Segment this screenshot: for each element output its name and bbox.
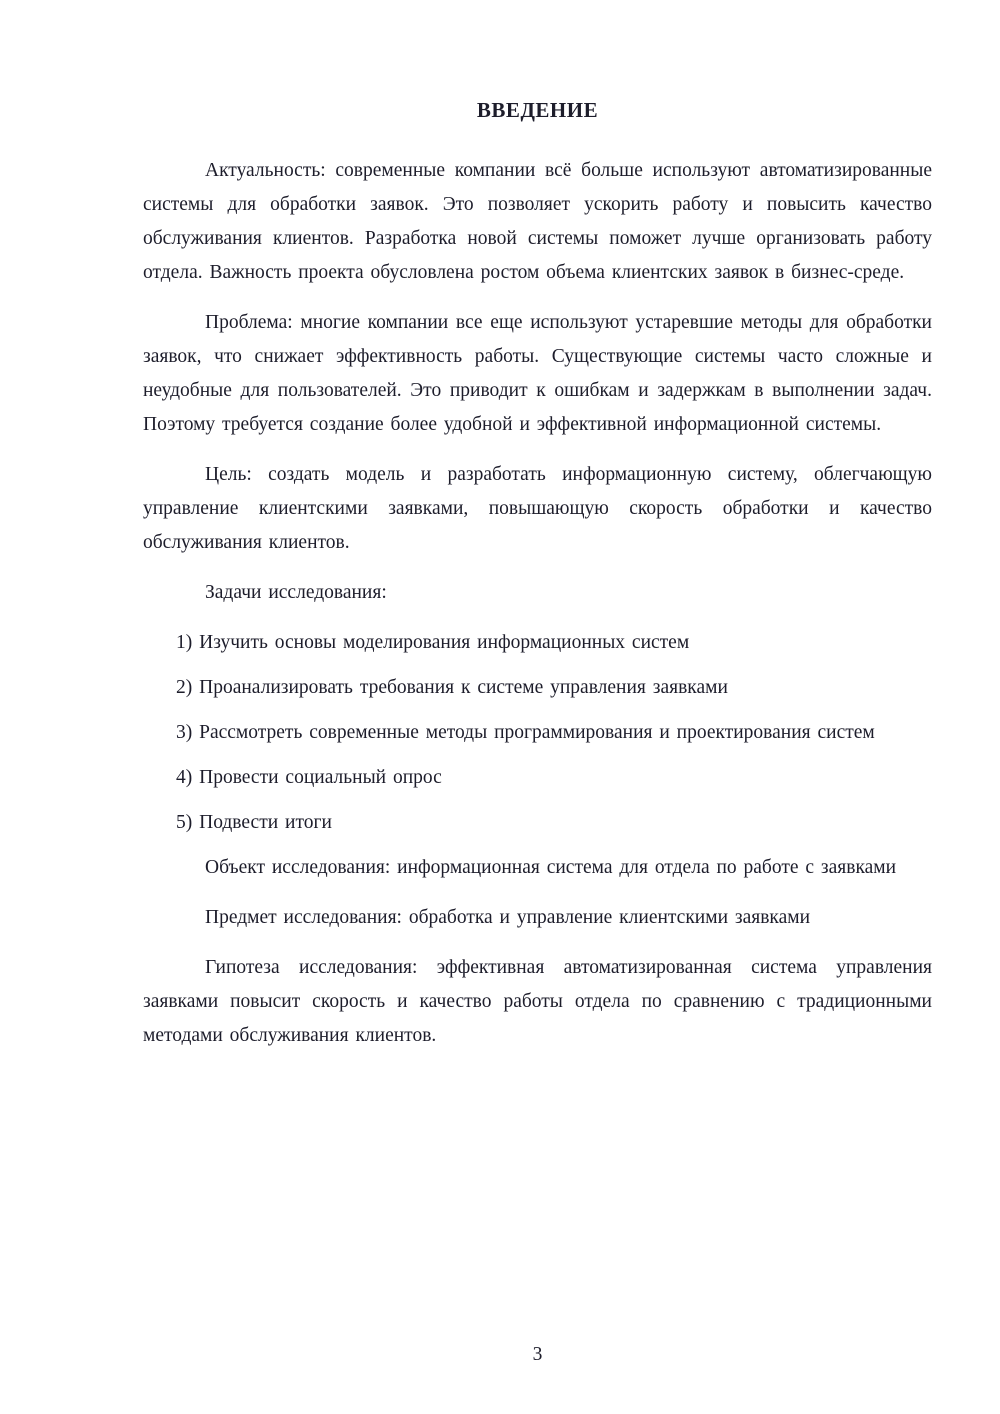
page-title: ВВЕДЕНИЕ	[476, 98, 599, 122]
paragraph-problema: Проблема: многие компании все еще используют устаревшие методы для обработки заявок, что снижает эффективность работы. Существующие системы часто сложные и неудобные для пользователей. Это приводит к ошибкам и задержкам в выполнении задач. Поэтому требуется создание более удобной и эффективной информационной системы.	[143, 312, 932, 435]
task-item-4: 4) Провести социальный опрос	[176, 767, 442, 788]
paragraph-zadachi-label: Задачи исследования:	[205, 582, 387, 603]
paragraph-obekt: Объект исследования: информационная система для отдела по работе с заявками	[205, 857, 897, 878]
task-item-1: 1) Изучить основы моделирования информационных систем	[176, 632, 690, 653]
task-item-2: 2) Проанализировать требования к системе управления заявками	[176, 677, 728, 698]
task-item-3: 3) Рассмотреть современные методы программирования и проектирования систем	[176, 722, 875, 743]
paragraph-aktualnost: Актуальность: современные компании всё больше используют автоматизированные системы для обработки заявок. Это позволяет ускорить работу и повысить качество обслуживания клиентов. Разработка новой системы поможет лучше организовать работу отдела. Важность проекта обусловлена ростом объема клиентских заявок в бизнес-среде.	[143, 160, 932, 283]
paragraph-tsel: Цель: создать модель и разработать информационную систему, облегчающую управление клиентскими заявками, повышающую скорость обработки и качество обслуживания клиентов.	[143, 464, 932, 553]
paragraph-predmet: Предмет исследования: обработка и управление клиентскими заявками	[205, 907, 811, 928]
paragraph-gipoteza: Гипотеза исследования: эффективная автоматизированная система управления заявками повысит скорость и качество работы отдела по сравнению с традиционными методами обслуживания клиентов.	[143, 957, 932, 1046]
page-number: 3	[532, 1344, 543, 1365]
task-item-5: 5) Подвести итоги	[176, 812, 332, 833]
